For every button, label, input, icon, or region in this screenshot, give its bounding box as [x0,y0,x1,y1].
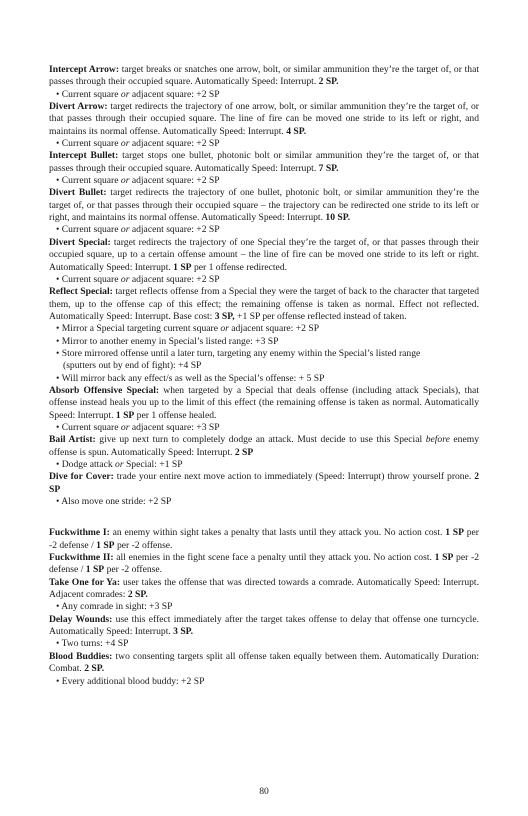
entry [49,150,479,175]
entry-name: Intercept Arrow: [49,64,120,75]
option-text: • Mirror to another enemy in Special’s listed range: +3 SP [56,335,279,347]
entry [49,552,479,577]
entry [49,237,479,274]
entry [49,614,479,639]
option-item [49,459,479,471]
entry-emphasis: before [425,434,450,446]
entry-text: give up next turn to completely dodge an attack. Must decide to use this Special [95,434,426,446]
entry [49,527,479,552]
entry [49,101,479,138]
option-item [49,138,479,150]
entry-name: Divert Special: [49,236,111,248]
option-text: adjacent square: +2 SP [129,273,220,285]
entry-cost: 1 SP [445,527,464,539]
entry [49,385,479,422]
entry-text: use this effect immediately after the target takes offense to delay that offense one turncycle. Automatically Speed: Interrupt. [49,613,480,638]
option-text: • Mirror a Special targeting current square [56,323,221,335]
entry-cost: 10 SP. [325,212,351,224]
option-text: • Current square [56,88,121,100]
option-text: • Current square [56,224,121,236]
option-text: adjacent square: +3 SP [129,421,220,433]
entry-name: Reflect Special: [49,286,113,298]
option-text: • Also move one stride: +2 SP [56,496,172,508]
entry-name: Blood Buddies: [49,650,113,662]
option-text: adjacent square: +2 SP [129,138,220,150]
option-text: Special: +1 SP [123,459,183,470]
option-item [49,601,479,613]
option-emphasis: or [120,224,130,236]
option-text: • Every additional blood buddy: +2 SP [56,675,205,687]
entry-text: target reflects offense from a Special they were the target of back to the character that targeted them, up to the offense cap of this effect; the remaining offense is taken as normal. Effect not reflected. Automatically Speed: Interrupt. Base cost: [49,286,480,322]
option-text: • Current square [56,138,121,150]
option-text: • Two turns: +4 SP [56,638,129,650]
entry-name: Take One for Ya: [49,576,121,588]
entry-text: per -2 offense. [104,564,163,576]
entry-text: per -2 defense / [49,552,479,576]
entry-name: Dive for Cover: [49,471,114,483]
option-emphasis: or [120,421,130,433]
entry-text: user takes the offense that was directed towards a comrade. Automatically Speed: Interrupt. Adjacent comrades: [49,576,479,601]
entry-cost: 1 SP [115,409,135,421]
section-gap [49,508,479,527]
entry-name: Fuckwithme II: [49,552,114,564]
entry-text: enemy offense is spun. Automatically Speed: Interrupt. [49,434,479,458]
entry-cost: 3 SP. [173,626,194,638]
entry-cost: 1 SP [173,261,192,273]
entry [49,187,479,224]
option-emphasis: or [120,138,130,150]
entry-text: target stops one bullet, photonic bolt or similar ammunition they’re the target of, or that passes through their occupied square. Automatically Speed: Interrupt. [49,150,479,174]
option-text: adjacent square: +2 SP [129,175,220,187]
option-item [49,274,479,286]
entry-cost: 2 SP. [318,76,339,88]
option-emphasis: or [120,273,130,285]
entry-text: trade your entire next move action to immediately (Speed: Interrupt) throw yourself prone. [113,471,475,483]
entry-text: target redirects the trajectory of one arrow, bolt, or similar ammunition they’re the target of, or that passes through their occupied square. The line of fire can be moved one stride to its left or right, and maintains its normal offense. Automatically Speed: Interrupt. [49,101,479,137]
entry-cost: 1 SP [85,564,105,576]
option-text: • Current square [56,273,121,285]
entry-cost: 2 SP [49,471,479,495]
option-text: (sputters out by end of fight): +4 SP [63,360,202,372]
option-item [49,175,479,187]
option-emphasis: or [120,175,130,187]
entry-text: two consenting targets split all offense taken equally between them. Automatically Duration: Combat. [49,650,479,675]
option-item [49,360,479,372]
entry-cost: 1 SP [434,552,454,564]
option-text: • Dodge attack [56,459,116,470]
entry [49,577,479,602]
option-text: adjacent square: +2 SP [129,88,220,100]
entry-name: Divert Bullet: [49,187,107,199]
entry [49,286,479,323]
entry-cost: 4 SP. [286,125,307,137]
option-item [49,373,479,385]
entry-text: +1 SP per offense reflected instead of taken. [234,310,407,322]
option-item [49,224,479,236]
option-item [49,422,479,434]
entry-text: when targeted by a Special that deals offense (including attack Specials), that offense instead heals you up to the limit of this effect (the remaining offense is taken as normal. Automatically Speed: Interrupt. [49,384,479,421]
option-item [49,348,479,360]
option-text: • Will mirror back any effect/s as well as the Special’s offense: + 5 SP [56,372,325,384]
entry-cost: 2 SP. [127,589,148,601]
option-emphasis: or [115,459,124,470]
entry-cost: 2 SP [234,446,254,458]
option-item [49,323,479,335]
entry [49,471,479,496]
entry-name: Fuckwithme I: [49,527,110,539]
entry-text: an enemy within sight takes a penalty that lasts until they attack you. No action cost. [109,527,446,539]
entry-name: Delay Wounds: [49,613,113,625]
entry-text: target redirects the trajectory of one Special they’re the target of, or that passes through their occupied square, up to a certain offense amount – the line of fire can be moved one stride to its left or right. Automatically Speed: Interrupt. [49,236,479,273]
option-item [49,89,479,101]
entry [49,64,479,89]
entry-name: Divert Arrow: [49,101,108,113]
option-text: adjacent square: +2 SP [228,323,320,335]
entry-text: per 1 offense redirected. [191,261,288,273]
entry-text: per 1 offense healed. [134,409,217,421]
entry-name: Bail Artist: [49,434,96,446]
entry-cost: 3 SP, [214,310,235,322]
entry-cost: 7 SP. [318,162,339,174]
option-item [49,496,479,508]
entry-text: per -2 offense. [114,539,173,551]
entry-text: per -2 defense / [49,527,479,551]
option-text: • Store mirrored offense until a later turn, targeting any enemy within the Special’s listed range [56,347,421,359]
entry [49,434,479,459]
entry-text: target redirects the trajectory of one bullet, photonic bolt, or similar ammunition they’re the target of, or that passes through their occupied square – the trajectory can be redirected one stride to its left or right, and maintains its normal offense. Automatically Speed: Interrupt. [49,187,479,224]
entry-name: Absorb Offensive Special: [49,384,160,396]
option-emphasis: or [220,323,229,335]
entry [49,651,479,676]
option-item [49,336,479,348]
entry-name: Intercept Bullet: [49,150,119,162]
option-text: • Any comrade in sight: +3 SP [56,601,173,613]
option-text: adjacent square: +2 SP [129,224,220,236]
option-item [49,638,479,650]
option-text: • Current square [56,421,121,433]
entry-cost: 1 SP [96,539,115,551]
entry-text: all enemies in the fight scene face a penalty until they attack you. No action cost. [113,552,435,564]
option-item [49,676,479,688]
option-emphasis: or [120,88,130,100]
entry-text: target breaks or snatches one arrow, bolt, or similar ammunition they’re the target of, or that passes through their occupied square. Automatically Speed: Interrupt. [49,64,479,88]
option-text: • Current square [56,175,121,187]
entry-cost: 2 SP. [84,663,105,675]
page-body [49,64,479,688]
page-number: 80 [259,786,269,797]
